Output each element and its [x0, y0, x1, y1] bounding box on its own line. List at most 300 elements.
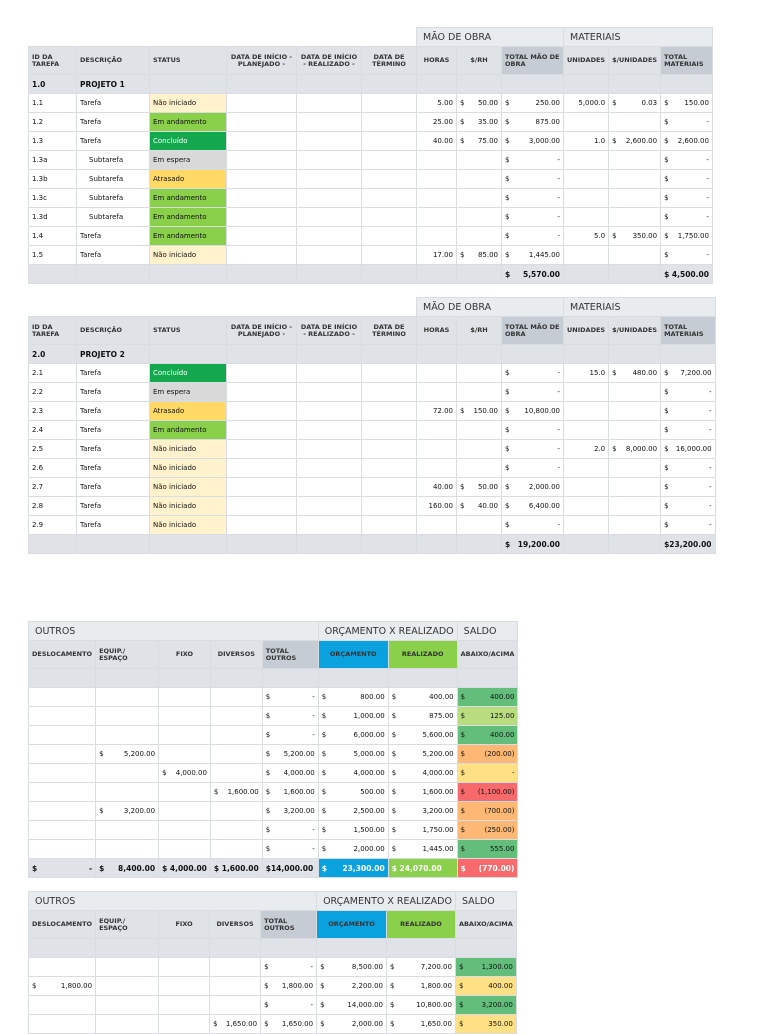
task-id: 2.3 — [29, 402, 77, 421]
task-row — [29, 113, 713, 132]
units-cell — [564, 113, 609, 132]
misc-cell — [210, 840, 262, 859]
actual-cell: $ 5,600.00 — [388, 726, 457, 745]
header-per-unit: $/UNIDADES — [609, 317, 661, 345]
total-materials-cell: $ 150.00 — [661, 94, 713, 113]
status-badge: Atrasado — [150, 402, 227, 421]
total-materials-cell: $ - — [661, 170, 713, 189]
total-others-cell: $ - — [262, 840, 318, 859]
others-group-header: OUTROS — [29, 892, 317, 911]
total-labor-cell: $ 3,000.00 — [502, 132, 564, 151]
task-row — [29, 227, 713, 246]
task-row — [29, 516, 716, 535]
start-actual-cell — [297, 189, 362, 208]
rate-cell — [457, 440, 502, 459]
travel-cell — [29, 726, 96, 745]
task-row — [29, 421, 716, 440]
equip-cell — [96, 726, 159, 745]
start-actual-cell — [297, 113, 362, 132]
travel-cell — [29, 958, 96, 977]
header-fixed: FIXO — [159, 911, 210, 939]
others-row — [29, 958, 517, 977]
rate-cell: $ 40.00 — [457, 497, 502, 516]
header-start-actual: DATA DE INÍCIO - REALIZADO - — [297, 317, 362, 345]
misc-cell — [210, 802, 262, 821]
task-id: 1.3d — [29, 208, 77, 227]
hours-cell — [417, 421, 457, 440]
end-date-cell — [362, 227, 417, 246]
total-others-cell: $ - — [262, 688, 318, 707]
header-total-labor: TOTAL MÃO DE OBRA — [502, 47, 564, 75]
rate-cell — [457, 516, 502, 535]
task-row — [29, 170, 713, 189]
task-description: Tarefa — [77, 497, 150, 516]
start-actual-cell — [297, 459, 362, 478]
equip-cell — [96, 977, 159, 996]
start-actual-cell — [297, 208, 362, 227]
total-labor-cell: $ 10,800.00 — [502, 402, 564, 421]
start-planned-cell — [227, 402, 297, 421]
header-misc: DIVERSOS — [210, 641, 262, 669]
rate-cell: $ 85.00 — [457, 246, 502, 265]
task-row — [29, 497, 716, 516]
others-row — [29, 1015, 517, 1034]
task-description: Tarefa — [77, 132, 150, 151]
task-description: Tarefa — [77, 440, 150, 459]
hours-cell: 5.00 — [417, 94, 457, 113]
task-row — [29, 364, 716, 383]
rate-cell — [457, 364, 502, 383]
travel-cell — [29, 707, 96, 726]
status-badge: Não iniciado — [150, 478, 227, 497]
balance-cell: $ 555.00 — [457, 840, 518, 859]
rate-cell — [457, 189, 502, 208]
equip-cell: $ 5,200.00 — [96, 745, 159, 764]
start-actual-cell — [297, 516, 362, 535]
travel-cell — [29, 764, 96, 783]
travel-cell — [29, 745, 96, 764]
budget-cell: $ 8,500.00 — [317, 958, 387, 977]
budget-cell: $ 6,000.00 — [318, 726, 388, 745]
status-badge: Concluído — [150, 364, 227, 383]
end-date-cell — [362, 132, 417, 151]
total-labor-cell: $ - — [502, 459, 564, 478]
rate-cell — [457, 227, 502, 246]
header-hours: HORAS — [417, 317, 457, 345]
balance-cell: $ 1,300.00 — [455, 958, 516, 977]
per-unit-cell: $ 480.00 — [609, 364, 661, 383]
start-planned-cell — [227, 364, 297, 383]
per-unit-cell — [609, 170, 661, 189]
start-actual-cell — [297, 94, 362, 113]
end-date-cell — [362, 497, 417, 516]
total-materials-cell: $ - — [661, 421, 715, 440]
budget-cell: $ 1,500.00 — [318, 821, 388, 840]
header-total-labor: TOTAL MÃO DE OBRA — [502, 317, 564, 345]
header-units: UNIDADES — [564, 47, 609, 75]
header-end: DATA DE TÉRMINO — [362, 317, 417, 345]
actual-cell: $ 1,445.00 — [388, 840, 457, 859]
task-id: 1.2 — [29, 113, 77, 132]
status-badge: Não iniciado — [150, 516, 227, 535]
budget-cell: $ 5,000.00 — [318, 745, 388, 764]
actual-cell: $ 10,800.00 — [387, 996, 456, 1015]
rate-cell — [457, 170, 502, 189]
total-labor-cell: $ - — [502, 189, 564, 208]
units-cell — [564, 151, 609, 170]
total-materials-cell: $ - — [661, 246, 713, 265]
balance-group-header: SALDO — [455, 892, 516, 911]
per-unit-cell — [609, 189, 661, 208]
units-cell: 2.0 — [564, 440, 609, 459]
status-badge: Não iniciado — [150, 497, 227, 516]
project1-table — [28, 27, 713, 284]
units-cell — [564, 497, 609, 516]
total-others-cell: $ 3,200.00 — [262, 802, 318, 821]
status-badge: Em espera — [150, 151, 227, 170]
task-id: 1.1 — [29, 94, 77, 113]
equip-cell — [96, 840, 159, 859]
end-date-cell — [362, 189, 417, 208]
header-id: ID DA TAREFA — [29, 47, 77, 75]
materials-group-header: MATERIAIS — [564, 298, 716, 317]
status-badge: Em andamento — [150, 227, 227, 246]
misc-cell — [210, 958, 261, 977]
others-row — [29, 688, 518, 707]
units-cell — [564, 208, 609, 227]
units-cell — [564, 170, 609, 189]
header-description: DESCRIÇÃO — [77, 47, 150, 75]
task-description: Subtarefa — [77, 170, 150, 189]
equip-cell — [96, 688, 159, 707]
actual-cell: $ 7,200.00 — [387, 958, 456, 977]
per-unit-cell — [609, 151, 661, 170]
task-description: Subtarefa — [77, 151, 150, 170]
balance-cell: $ 400.00 — [455, 977, 516, 996]
header-total-others: TOTAL OUTROS — [262, 641, 318, 669]
actual-cell: $ 1,750.00 — [388, 821, 457, 840]
total-materials-cell: $ - — [661, 151, 713, 170]
rate-cell: $ 50.00 — [457, 478, 502, 497]
header-budget: ORÇAMENTO — [318, 641, 388, 669]
fixed-cell — [159, 996, 210, 1015]
task-description: Tarefa — [77, 94, 150, 113]
header-id: ID DA TAREFA — [29, 317, 77, 345]
end-date-cell — [362, 421, 417, 440]
status-badge: Não iniciado — [150, 440, 227, 459]
others2-table — [28, 891, 517, 1034]
fixed-cell — [159, 977, 210, 996]
balance-cell: $ 400.00 — [457, 726, 518, 745]
total-labor-cell: $ 5,570.00 — [502, 265, 564, 284]
hours-cell — [417, 383, 457, 402]
total-labor-cell: $ 6,400.00 — [502, 497, 564, 516]
units-cell: 5.0 — [564, 227, 609, 246]
end-date-cell — [362, 94, 417, 113]
end-date-cell — [362, 383, 417, 402]
total-others-cell: $ 4,000.00 — [262, 764, 318, 783]
equip-cell — [96, 996, 159, 1015]
budget-cell: $ 1,000.00 — [318, 707, 388, 726]
status-badge: Em andamento — [150, 208, 227, 227]
total-materials-cell: $ - — [661, 516, 715, 535]
hours-cell — [417, 208, 457, 227]
start-planned-cell — [227, 459, 297, 478]
travel-cell — [29, 996, 96, 1015]
end-date-cell — [362, 151, 417, 170]
actual-cell: $ 1,650.00 — [387, 1015, 456, 1034]
equip-cell: $ 3,200.00 — [96, 802, 159, 821]
start-actual-cell — [297, 151, 362, 170]
total-labor-cell: $ - — [502, 421, 564, 440]
others-row — [29, 840, 518, 859]
header-under-over: ABAIXO/ACIMA — [455, 911, 516, 939]
units-cell — [564, 421, 609, 440]
total-travel: $ - — [29, 859, 96, 878]
equip-cell — [96, 958, 159, 977]
hours-cell: 160.00 — [417, 497, 457, 516]
rate-cell: $ 50.00 — [457, 94, 502, 113]
fixed-cell — [159, 821, 211, 840]
travel-cell: $ 1,800.00 — [29, 977, 96, 996]
task-row — [29, 440, 716, 459]
task-id: 2.6 — [29, 459, 77, 478]
rate-cell: $ 75.00 — [457, 132, 502, 151]
units-cell — [564, 189, 609, 208]
total-materials-cell: $ - — [661, 459, 715, 478]
misc-cell — [210, 726, 262, 745]
status-badge: Concluído — [150, 132, 227, 151]
per-unit-cell — [609, 113, 661, 132]
misc-cell — [210, 764, 262, 783]
header-total-others: TOTAL OUTROS — [261, 911, 317, 939]
task-id: 2.2 — [29, 383, 77, 402]
task-id: 2.5 — [29, 440, 77, 459]
per-unit-cell: $ 2,600.00 — [609, 132, 661, 151]
total-others-cell: $ - — [262, 707, 318, 726]
header-total-materials: TOTAL MATERIAIS — [661, 317, 715, 345]
header-actual: REALIZADO — [387, 911, 456, 939]
rate-cell: $ 35.00 — [457, 113, 502, 132]
total-materials-cell: $ 16,000.00 — [661, 440, 715, 459]
total-labor-cell: $ 250.00 — [502, 94, 564, 113]
header-travel: DESLOCAMENTO — [29, 911, 96, 939]
budget-group-header: ORÇAMENTO X REALIZADO — [317, 892, 456, 911]
task-id: 1.3c — [29, 189, 77, 208]
misc-cell: $ 1,600.00 — [210, 783, 262, 802]
header-actual: REALIZADO — [388, 641, 457, 669]
end-date-cell — [362, 364, 417, 383]
others1-table — [28, 621, 518, 878]
task-description: Tarefa — [77, 421, 150, 440]
balance-cell: $ - — [457, 764, 518, 783]
total-labor-cell: $ - — [502, 227, 564, 246]
hours-cell — [417, 364, 457, 383]
start-actual-cell — [297, 421, 362, 440]
hours-cell: 17.00 — [417, 246, 457, 265]
task-id: 1.3b — [29, 170, 77, 189]
actual-cell: $ 1,600.00 — [388, 783, 457, 802]
task-row — [29, 459, 716, 478]
others-row — [29, 802, 518, 821]
end-date-cell — [362, 170, 417, 189]
total-budget: $ 23,300.00 — [318, 859, 388, 878]
materials-group-header: MATERIAIS — [564, 28, 713, 47]
fixed-cell — [159, 783, 211, 802]
fixed-cell — [159, 1015, 210, 1034]
task-row — [29, 478, 716, 497]
total-materials-cell: $ - — [661, 189, 713, 208]
task-id: 1.3 — [29, 132, 77, 151]
task-row — [29, 132, 713, 151]
budget-cell: $ 2,200.00 — [317, 977, 387, 996]
per-unit-cell: $ 0.03 — [609, 94, 661, 113]
per-unit-cell — [609, 246, 661, 265]
units-cell — [564, 459, 609, 478]
budget-cell: $ 800.00 — [318, 688, 388, 707]
hours-cell: 72.00 — [417, 402, 457, 421]
fixed-cell: $ 4,000.00 — [159, 764, 211, 783]
misc-cell — [210, 977, 261, 996]
task-description: Tarefa — [77, 478, 150, 497]
task-row — [29, 151, 713, 170]
header-rate: $/RH — [457, 47, 502, 75]
rate-cell: $ 150.00 — [457, 402, 502, 421]
misc-cell — [210, 745, 262, 764]
total-misc: $ 1,600.00 — [210, 859, 262, 878]
hours-cell: 40.00 — [417, 132, 457, 151]
header-status: STATUS — [150, 47, 227, 75]
total-materials-cell: $ 2,600.00 — [661, 132, 713, 151]
actual-cell: $ 5,200.00 — [388, 745, 457, 764]
total-labor-cell: $ 2,000.00 — [502, 478, 564, 497]
start-planned-cell — [227, 132, 297, 151]
project2-section — [28, 297, 716, 554]
task-id: 1.3a — [29, 151, 77, 170]
end-date-cell — [362, 440, 417, 459]
labor-group-header: MÃO DE OBRA — [417, 298, 564, 317]
misc-cell — [210, 707, 262, 726]
task-id: 2.8 — [29, 497, 77, 516]
total-labor-cell: $ 1,445.00 — [502, 246, 564, 265]
travel-cell — [29, 688, 96, 707]
total-materials-cell: $ - — [661, 478, 715, 497]
hours-cell: 40.00 — [417, 478, 457, 497]
rate-cell — [457, 151, 502, 170]
units-cell — [564, 478, 609, 497]
start-planned-cell — [227, 383, 297, 402]
total-materials-cell: $ - — [661, 208, 713, 227]
hours-cell — [417, 227, 457, 246]
per-unit-cell — [609, 459, 661, 478]
task-id: 2.9 — [29, 516, 77, 535]
header-end: DATA DE TÉRMINO — [362, 47, 417, 75]
total-others-cell: $ - — [262, 821, 318, 840]
travel-cell — [29, 802, 96, 821]
total-others: $14,000.00 — [262, 859, 318, 878]
header-start-planned: DATA DE INÍCIO - PLANEJADO - — [227, 47, 297, 75]
task-row — [29, 94, 713, 113]
others-row — [29, 764, 518, 783]
budget-cell: $ 2,000.00 — [317, 1015, 387, 1034]
travel-cell — [29, 821, 96, 840]
fixed-cell — [159, 802, 211, 821]
total-labor-cell: $ - — [502, 364, 564, 383]
header-units: UNIDADES — [564, 317, 609, 345]
total-fixed: $ 4,000.00 — [159, 859, 211, 878]
equip-cell — [96, 821, 159, 840]
balance-cell: $ (200.00) — [457, 745, 518, 764]
equip-cell — [96, 1015, 159, 1034]
total-others-cell: $ 1,650.00 — [261, 1015, 317, 1034]
total-materials-cell: $ - — [661, 113, 713, 132]
total-materials-cell: $ 1,750.00 — [661, 227, 713, 246]
task-description: Tarefa — [77, 113, 150, 132]
total-balance: $ (770.00) — [457, 859, 518, 878]
header-per-unit: $/UNIDADES — [609, 47, 661, 75]
fixed-cell — [159, 688, 211, 707]
end-date-cell — [362, 516, 417, 535]
task-row — [29, 402, 716, 421]
others-group-header: OUTROS — [29, 622, 319, 641]
status-badge: Em andamento — [150, 421, 227, 440]
balance-cell: $ 350.00 — [455, 1015, 516, 1034]
per-unit-cell — [609, 421, 661, 440]
hours-cell — [417, 151, 457, 170]
total-materials-cell: $ 4,500.00 — [661, 265, 713, 284]
end-date-cell — [362, 208, 417, 227]
end-date-cell — [362, 113, 417, 132]
others-row — [29, 707, 518, 726]
status-badge: Em andamento — [150, 113, 227, 132]
units-cell: 1.0 — [564, 132, 609, 151]
actual-cell: $ 1,800.00 — [387, 977, 456, 996]
total-labor-cell: $ - — [502, 151, 564, 170]
total-labor-cell: $ 19,200.00 — [502, 535, 564, 554]
per-unit-cell — [609, 497, 661, 516]
project-name: PROJETO 1 — [77, 75, 150, 94]
header-under-over: ABAIXO/ACIMA — [457, 641, 518, 669]
hours-cell — [417, 189, 457, 208]
start-planned-cell — [227, 151, 297, 170]
project-id: 2.0 — [29, 345, 77, 364]
fixed-cell — [159, 745, 211, 764]
start-planned-cell — [227, 246, 297, 265]
header-misc: DIVERSOS — [210, 911, 261, 939]
actual-cell: $ 400.00 — [388, 688, 457, 707]
hours-cell: 25.00 — [417, 113, 457, 132]
others-row — [29, 783, 518, 802]
budget-cell: $ 500.00 — [318, 783, 388, 802]
header-rate: $/RH — [457, 317, 502, 345]
actual-cell: $ 4,000.00 — [388, 764, 457, 783]
units-cell — [564, 402, 609, 421]
task-row — [29, 246, 713, 265]
per-unit-cell — [609, 402, 661, 421]
fixed-cell — [159, 958, 210, 977]
total-materials-cell: $ 7,200.00 — [661, 364, 715, 383]
start-planned-cell — [227, 478, 297, 497]
total-others-cell: $ - — [262, 726, 318, 745]
fixed-cell — [159, 707, 211, 726]
units-cell: 15.0 — [564, 364, 609, 383]
total-materials-cell: $ - — [661, 383, 715, 402]
actual-cell: $ 875.00 — [388, 707, 457, 726]
misc-cell — [210, 821, 262, 840]
total-materials-cell: $23,200.00 — [661, 535, 715, 554]
header-budget: ORÇAMENTO — [317, 911, 387, 939]
travel-cell — [29, 783, 96, 802]
